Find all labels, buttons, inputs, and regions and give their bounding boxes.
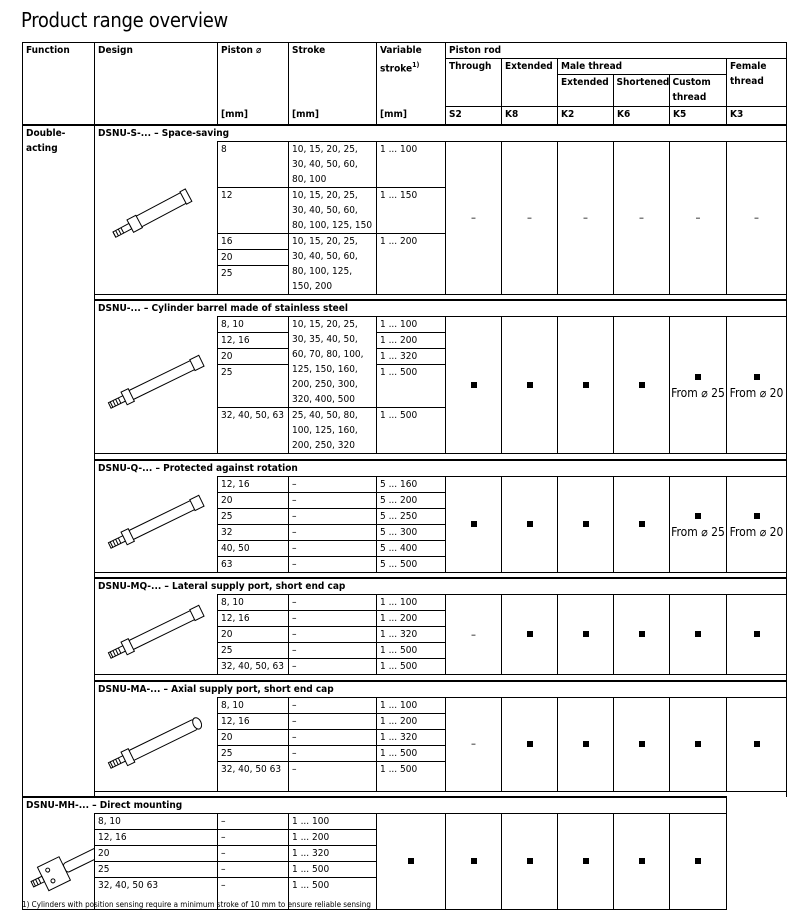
piston-cell: 32 (218, 524, 289, 540)
k2-value (558, 141, 614, 294)
piston-cell: 8 (218, 141, 289, 187)
var-stroke-cell: 1 ... 500 (289, 862, 377, 878)
not-available-dash: – (471, 737, 476, 750)
availability-note: From ⌀ 20 (729, 385, 784, 400)
page-title: Product range overview (21, 8, 228, 32)
code-extended: K8 (502, 107, 558, 125)
var-stroke-cell: 1 ... 200 (377, 611, 446, 627)
piston-cell: 20 (95, 846, 218, 862)
piston-cell: 20 (218, 627, 289, 643)
var-stroke-cell: 1 ... 500 (377, 659, 446, 675)
piston-cell: 12, 16 (218, 333, 289, 349)
not-available-dash: – (695, 210, 701, 224)
s2-value (446, 595, 502, 675)
stroke-cell: – (289, 556, 377, 572)
k2-value (558, 317, 614, 454)
piston-cell: 16 (218, 233, 289, 249)
var-stroke-cell: 1 ... 320 (377, 627, 446, 643)
unit-stroke: [mm] (289, 107, 377, 125)
availability-mark (639, 521, 645, 527)
stroke-cell: – (289, 713, 377, 729)
piston-cell: 8, 10 (218, 317, 289, 333)
not-available-dash: – (471, 210, 476, 224)
piston-cell: 25 (218, 508, 289, 524)
piston-cell: 40, 50 (218, 540, 289, 556)
k3-value (727, 317, 787, 454)
header-through: Through (446, 59, 502, 106)
var-stroke-cell: 5 ... 200 (377, 492, 446, 508)
stroke-cell: 10, 15, 20, 25, 30, 40, 50, 60, 80, 100 (289, 141, 377, 187)
var-stroke-cell: 1 ... 100 (377, 141, 446, 187)
stroke-cell: 10, 15, 20, 25, 30, 40, 50, 60, 80, 100, 125, 150, 200 (289, 233, 377, 294)
s2-value (446, 141, 502, 294)
k5-value (614, 814, 670, 910)
code-male-extended: K2 (558, 107, 614, 125)
var-stroke-cell: 1 ... 100 (377, 697, 446, 713)
k8-value (502, 476, 558, 572)
piston-cell: 20 (218, 249, 289, 265)
availability-mark (639, 631, 645, 637)
header-piston-rod: Piston rod Through Extended Male thread Extended Shortened Custom thread Female thread (446, 43, 787, 107)
availability-mark (583, 521, 589, 527)
var-stroke-cell: 1 ... 150 (377, 187, 446, 233)
k3-value (727, 697, 787, 791)
var-stroke-cell: 1 ... 200 (377, 713, 446, 729)
cylinder-image (95, 595, 218, 675)
availability-mark (695, 858, 701, 864)
stroke-cell: – (289, 492, 377, 508)
not-available-dash: – (639, 210, 644, 224)
var-stroke-cell: 5 ... 500 (377, 556, 446, 572)
stroke-cell: 25, 40, 50, 80, 100, 125, 160, 200, 250, 320 (289, 408, 377, 454)
not-available-dash: – (583, 210, 588, 224)
unit-piston: [mm] (218, 107, 289, 125)
k6-value (614, 697, 670, 791)
stroke-cell: – (289, 643, 377, 659)
s2-value (446, 317, 502, 454)
stroke-cell: – (289, 729, 377, 745)
header-extended: Extended (502, 59, 558, 106)
code-custom: K5 (670, 107, 727, 125)
not-available-dash: – (527, 210, 532, 224)
stroke-cell: – (218, 814, 289, 830)
availability-mark (527, 382, 533, 388)
k3-value (727, 476, 787, 572)
availability-mark (695, 631, 701, 637)
var-stroke-cell: 1 ... 320 (289, 846, 377, 862)
stroke-cell: – (289, 745, 377, 761)
var-stroke-cell: 1 ... 100 (289, 814, 377, 830)
k8-value (502, 697, 558, 791)
var-stroke-cell: 1 ... 200 (289, 830, 377, 846)
var-stroke-cell: 5 ... 250 (377, 508, 446, 524)
var-stroke-cell: 1 ... 500 (289, 878, 377, 910)
piston-cell: 25 (95, 862, 218, 878)
piston-cell: 32, 40, 50, 63 (218, 408, 289, 454)
stroke-cell: – (289, 659, 377, 675)
availability-mark (471, 858, 477, 864)
k3-value (727, 141, 787, 294)
var-stroke-cell: 1 ... 320 (377, 349, 446, 365)
stroke-cell: – (289, 476, 377, 492)
unit-variable-stroke: [mm] (377, 107, 446, 125)
header-variable-stroke: Variable stroke$^{1)}$ (377, 43, 446, 107)
availability-mark (754, 741, 760, 747)
stroke-cell: – (289, 540, 377, 556)
s2-value (446, 697, 502, 791)
code-shortened: K6 (614, 107, 670, 125)
var-stroke-cell: 1 ... 100 (377, 317, 446, 333)
availability-mark (754, 374, 760, 380)
piston-cell: 20 (218, 729, 289, 745)
header-piston: Piston ⌀ (218, 43, 289, 107)
not-available-dash: – (471, 627, 476, 641)
stroke-cell: – (218, 830, 289, 846)
var-stroke-cell: 1 ... 500 (377, 408, 446, 454)
var-stroke-cell: 1 ... 500 (377, 643, 446, 659)
var-stroke-cell: 1 ... 500 (377, 745, 446, 761)
piston-cell: 32, 40, 50 63 (218, 761, 289, 791)
k3-value (727, 595, 787, 675)
piston-cell: 12 (218, 187, 289, 233)
piston-cell: 12, 16 (218, 611, 289, 627)
k8-value (502, 317, 558, 454)
availability-mark (754, 631, 760, 637)
var-stroke-cell: 5 ... 400 (377, 540, 446, 556)
k5-value (670, 697, 727, 791)
availability-mark (695, 513, 701, 519)
stroke-cell: – (218, 878, 289, 910)
stroke-cell: – (218, 846, 289, 862)
header-function: Function (23, 43, 95, 125)
k3-value (670, 814, 727, 910)
not-available-dash: – (754, 210, 759, 224)
section-title: DSNU-MA-... – Axial supply port, short end cap (95, 681, 787, 698)
piston-cell: 20 (218, 349, 289, 365)
s2-value (446, 476, 502, 572)
stroke-cell: – (289, 761, 377, 791)
cylinder-image (95, 476, 218, 572)
stroke-cell: – (289, 508, 377, 524)
availability-note: From ⌀ 25 (671, 524, 725, 539)
header-male-thread: Male thread Extended Shortened Custom thread (558, 59, 727, 106)
availability-mark (639, 741, 645, 747)
availability-mark (695, 374, 701, 380)
stroke-cell: 10, 15, 20, 25, 30, 40, 50, 60, 80, 100, 125, 150 (289, 187, 377, 233)
piston-cell: 8, 10 (218, 697, 289, 713)
k6-value (558, 814, 614, 910)
availability-mark (583, 858, 589, 864)
section-title: DSNU-S-... – Space-saving (95, 125, 787, 142)
availability-mark (639, 382, 645, 388)
piston-cell: 12, 16 (218, 476, 289, 492)
stroke-cell: 10, 15, 20, 25, 30, 35, 40, 50, 60, 70, 80, 100, 125, 150, 160, 200, 250, 300, 320, 400, 500 (289, 317, 377, 408)
var-stroke-cell: 5 ... 160 (377, 476, 446, 492)
product-range-table (22, 42, 787, 910)
stroke-cell: – (218, 862, 289, 878)
piston-cell: 8, 10 (95, 814, 218, 830)
k8-value (446, 814, 502, 910)
k2-value (558, 476, 614, 572)
availability-mark (583, 631, 589, 637)
cylinder-image (23, 814, 95, 910)
piston-cell: 25 (218, 643, 289, 659)
k6-value (614, 476, 670, 572)
section-title: DSNU-MH-... – Direct mounting (23, 797, 727, 814)
section-title: DSNU-... – Cylinder barrel made of stainless steel (95, 300, 787, 317)
code-female: K3 (727, 107, 787, 125)
piston-cell: 25 (218, 365, 289, 408)
k6-value (614, 595, 670, 675)
header-stroke: Stroke (289, 43, 377, 107)
piston-cell: 32, 40, 50, 63 (218, 659, 289, 675)
stroke-cell: – (289, 611, 377, 627)
stroke-cell: – (289, 524, 377, 540)
availability-mark (583, 382, 589, 388)
var-stroke-cell: 1 ... 320 (377, 729, 446, 745)
availability-mark (639, 858, 645, 864)
piston-cell: 25 (218, 266, 289, 294)
cylinder-image (95, 141, 218, 294)
piston-cell: 12, 16 (95, 830, 218, 846)
k2-value (558, 595, 614, 675)
piston-cell: 32, 40, 50 63 (95, 878, 218, 910)
availability-mark (471, 382, 477, 388)
availability-note: From ⌀ 25 (671, 385, 725, 400)
k8-value (502, 141, 558, 294)
k5-value (670, 317, 727, 454)
section-title: DSNU-Q-... – Protected against rotation (95, 460, 787, 477)
k6-value (614, 141, 670, 294)
piston-cell: 12, 16 (218, 713, 289, 729)
availability-mark (527, 858, 533, 864)
availability-mark (583, 741, 589, 747)
s2-value (377, 814, 446, 910)
stroke-cell: – (289, 627, 377, 643)
k2-value (558, 697, 614, 791)
piston-cell: 25 (218, 745, 289, 761)
var-stroke-cell: 5 ... 300 (377, 524, 446, 540)
function-double-acting: Double-acting (23, 125, 95, 798)
header-shortened: Shortened (614, 75, 670, 106)
code-through: S2 (446, 107, 502, 125)
k8-value (502, 595, 558, 675)
availability-mark (527, 521, 533, 527)
availability-mark (754, 513, 760, 519)
stroke-cell: – (289, 595, 377, 611)
piston-cell: 63 (218, 556, 289, 572)
k5-value (670, 141, 727, 294)
k6-value (614, 317, 670, 454)
cylinder-image (95, 697, 218, 791)
header-design: Design (95, 43, 218, 125)
var-stroke-cell: 1 ... 100 (377, 595, 446, 611)
k2-value (502, 814, 558, 910)
header-custom-thread: Custom thread (672, 77, 711, 103)
availability-mark (695, 741, 701, 747)
piston-cell: 20 (218, 492, 289, 508)
availability-mark (408, 858, 414, 864)
var-stroke-cell: 1 ... 500 (377, 365, 446, 408)
stroke-cell: – (289, 697, 377, 713)
availability-note: From ⌀ 20 (729, 524, 784, 539)
header-female-thread: Female thread (730, 61, 767, 87)
availability-mark (471, 521, 477, 527)
header-male-extended: Extended (558, 75, 614, 106)
availability-mark (527, 631, 533, 637)
availability-mark (527, 741, 533, 747)
footnote: 1) Cylinders with position sensing require a minimum stroke of 10 mm to ensure reliable sensing (22, 900, 371, 909)
var-stroke-cell: 1 ... 500 (377, 761, 446, 791)
var-stroke-cell: 1 ... 200 (377, 233, 446, 294)
k5-value (670, 595, 727, 675)
var-stroke-cell: 1 ... 200 (377, 333, 446, 349)
cylinder-image (95, 317, 218, 454)
section-title: DSNU-MQ-... – Lateral supply port, short end cap (95, 578, 787, 595)
piston-cell: 8, 10 (218, 595, 289, 611)
k5-value (670, 476, 727, 572)
